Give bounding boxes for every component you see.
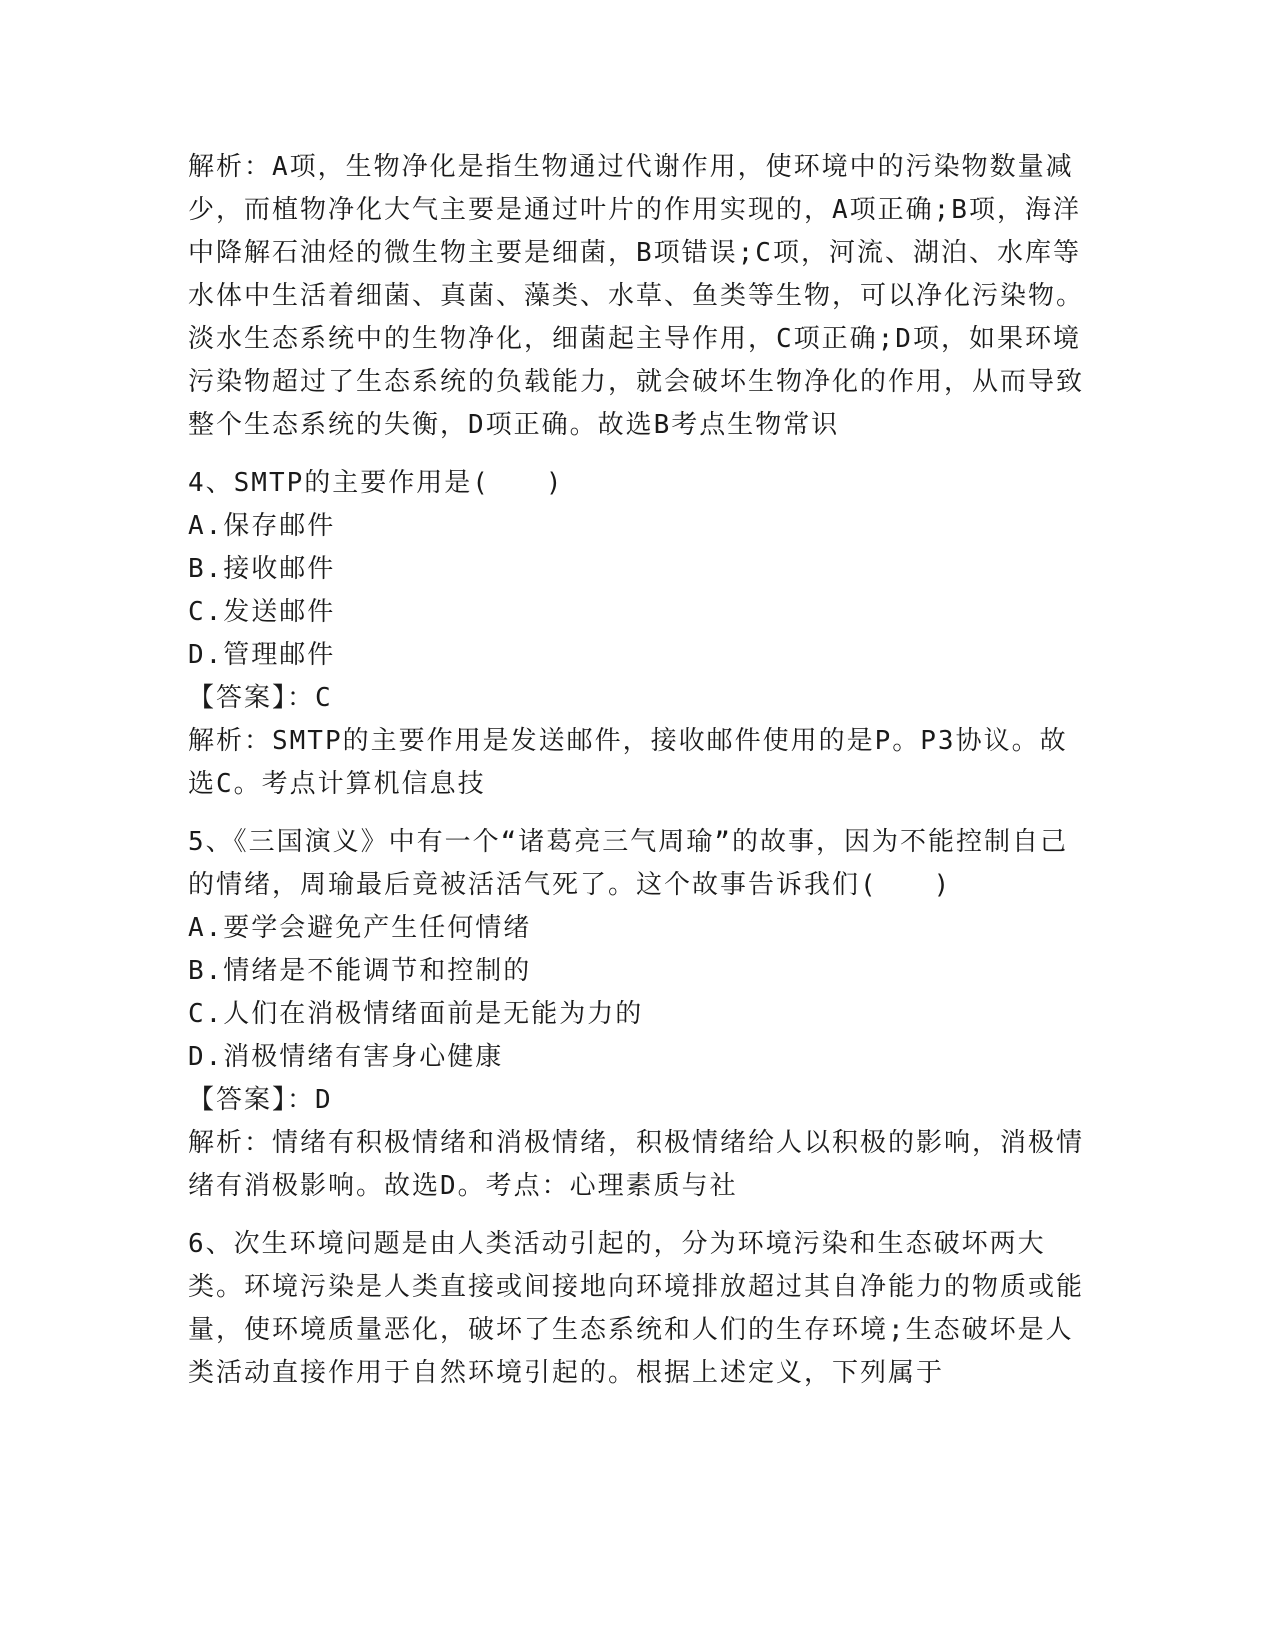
q4-stem: 4、SMTP的主要作用是( ) <box>188 468 564 498</box>
q4-option-d: D.管理邮件 <box>188 640 336 670</box>
document-page <box>188 146 1088 1395</box>
q5-stem: 5、《三国演义》中有一个“诸葛亮三气周瑜”的故事，因为不能控制自己的情绪，周瑜最后竟被活活气死了。这个故事告诉我们( ) <box>188 827 1068 900</box>
q4-option-b: B.接收邮件 <box>188 554 336 584</box>
q5-option-c: C.人们在消极情绪面前是无能为力的 <box>188 999 644 1029</box>
q4-analysis: 解析：SMTP的主要作用是发送邮件，接收邮件使用的是P。P3协议。故选C。考点计算机信息技 <box>188 726 1068 799</box>
q5-option-b: B.情绪是不能调节和控制的 <box>188 956 532 986</box>
q5-option-d: D.消极情绪有害身心健康 <box>188 1042 504 1072</box>
q5-option-a: A.要学会避免产生任何情绪 <box>188 913 532 943</box>
q5-answer: 【答案】：D <box>188 1085 333 1115</box>
q5-analysis: 解析：情绪有积极情绪和消极情绪，积极情绪给人以积极的影响，消极情绪有消极影响。故选D。考点：心理素质与社 <box>188 1128 1085 1201</box>
q3-analysis: 解析：A项，生物净化是指生物通过代谢作用，使环境中的污染物数量减少，而植物净化大气主要是通过叶片的作用实现的，A项正确;B项，海洋中降解石油烃的微生物主要是细菌，B项错误;C项，河流、湖泊、水库等水体中生活着细菌、真菌、藻类、水草、鱼类等生物，可以净化污染物。淡水生态系统中的生物净化，细菌起主导作用，C项正确;D项，如果环境污染物超过了生态系统的负载能力，就会破坏生物净化的作用，从而导致整个生态系统的失衡，D项正确。故选B考点生物常识 <box>188 152 1085 440</box>
q4-option-a: A.保存邮件 <box>188 511 336 541</box>
q6-stem: 6、次生环境问题是由人类活动引起的，分为环境污染和生态破坏两大类。环境污染是人类直接或间接地向环境排放超过其自净能力的物质或能量，使环境质量恶化，破坏了生态系统和人们的生存环境;生态破坏是人类活动直接作用于自然环境引起的。根据上述定义，下列属于 <box>188 1229 1085 1388</box>
q4-answer: 【答案】：C <box>188 683 333 713</box>
q4-option-c: C.发送邮件 <box>188 597 336 627</box>
